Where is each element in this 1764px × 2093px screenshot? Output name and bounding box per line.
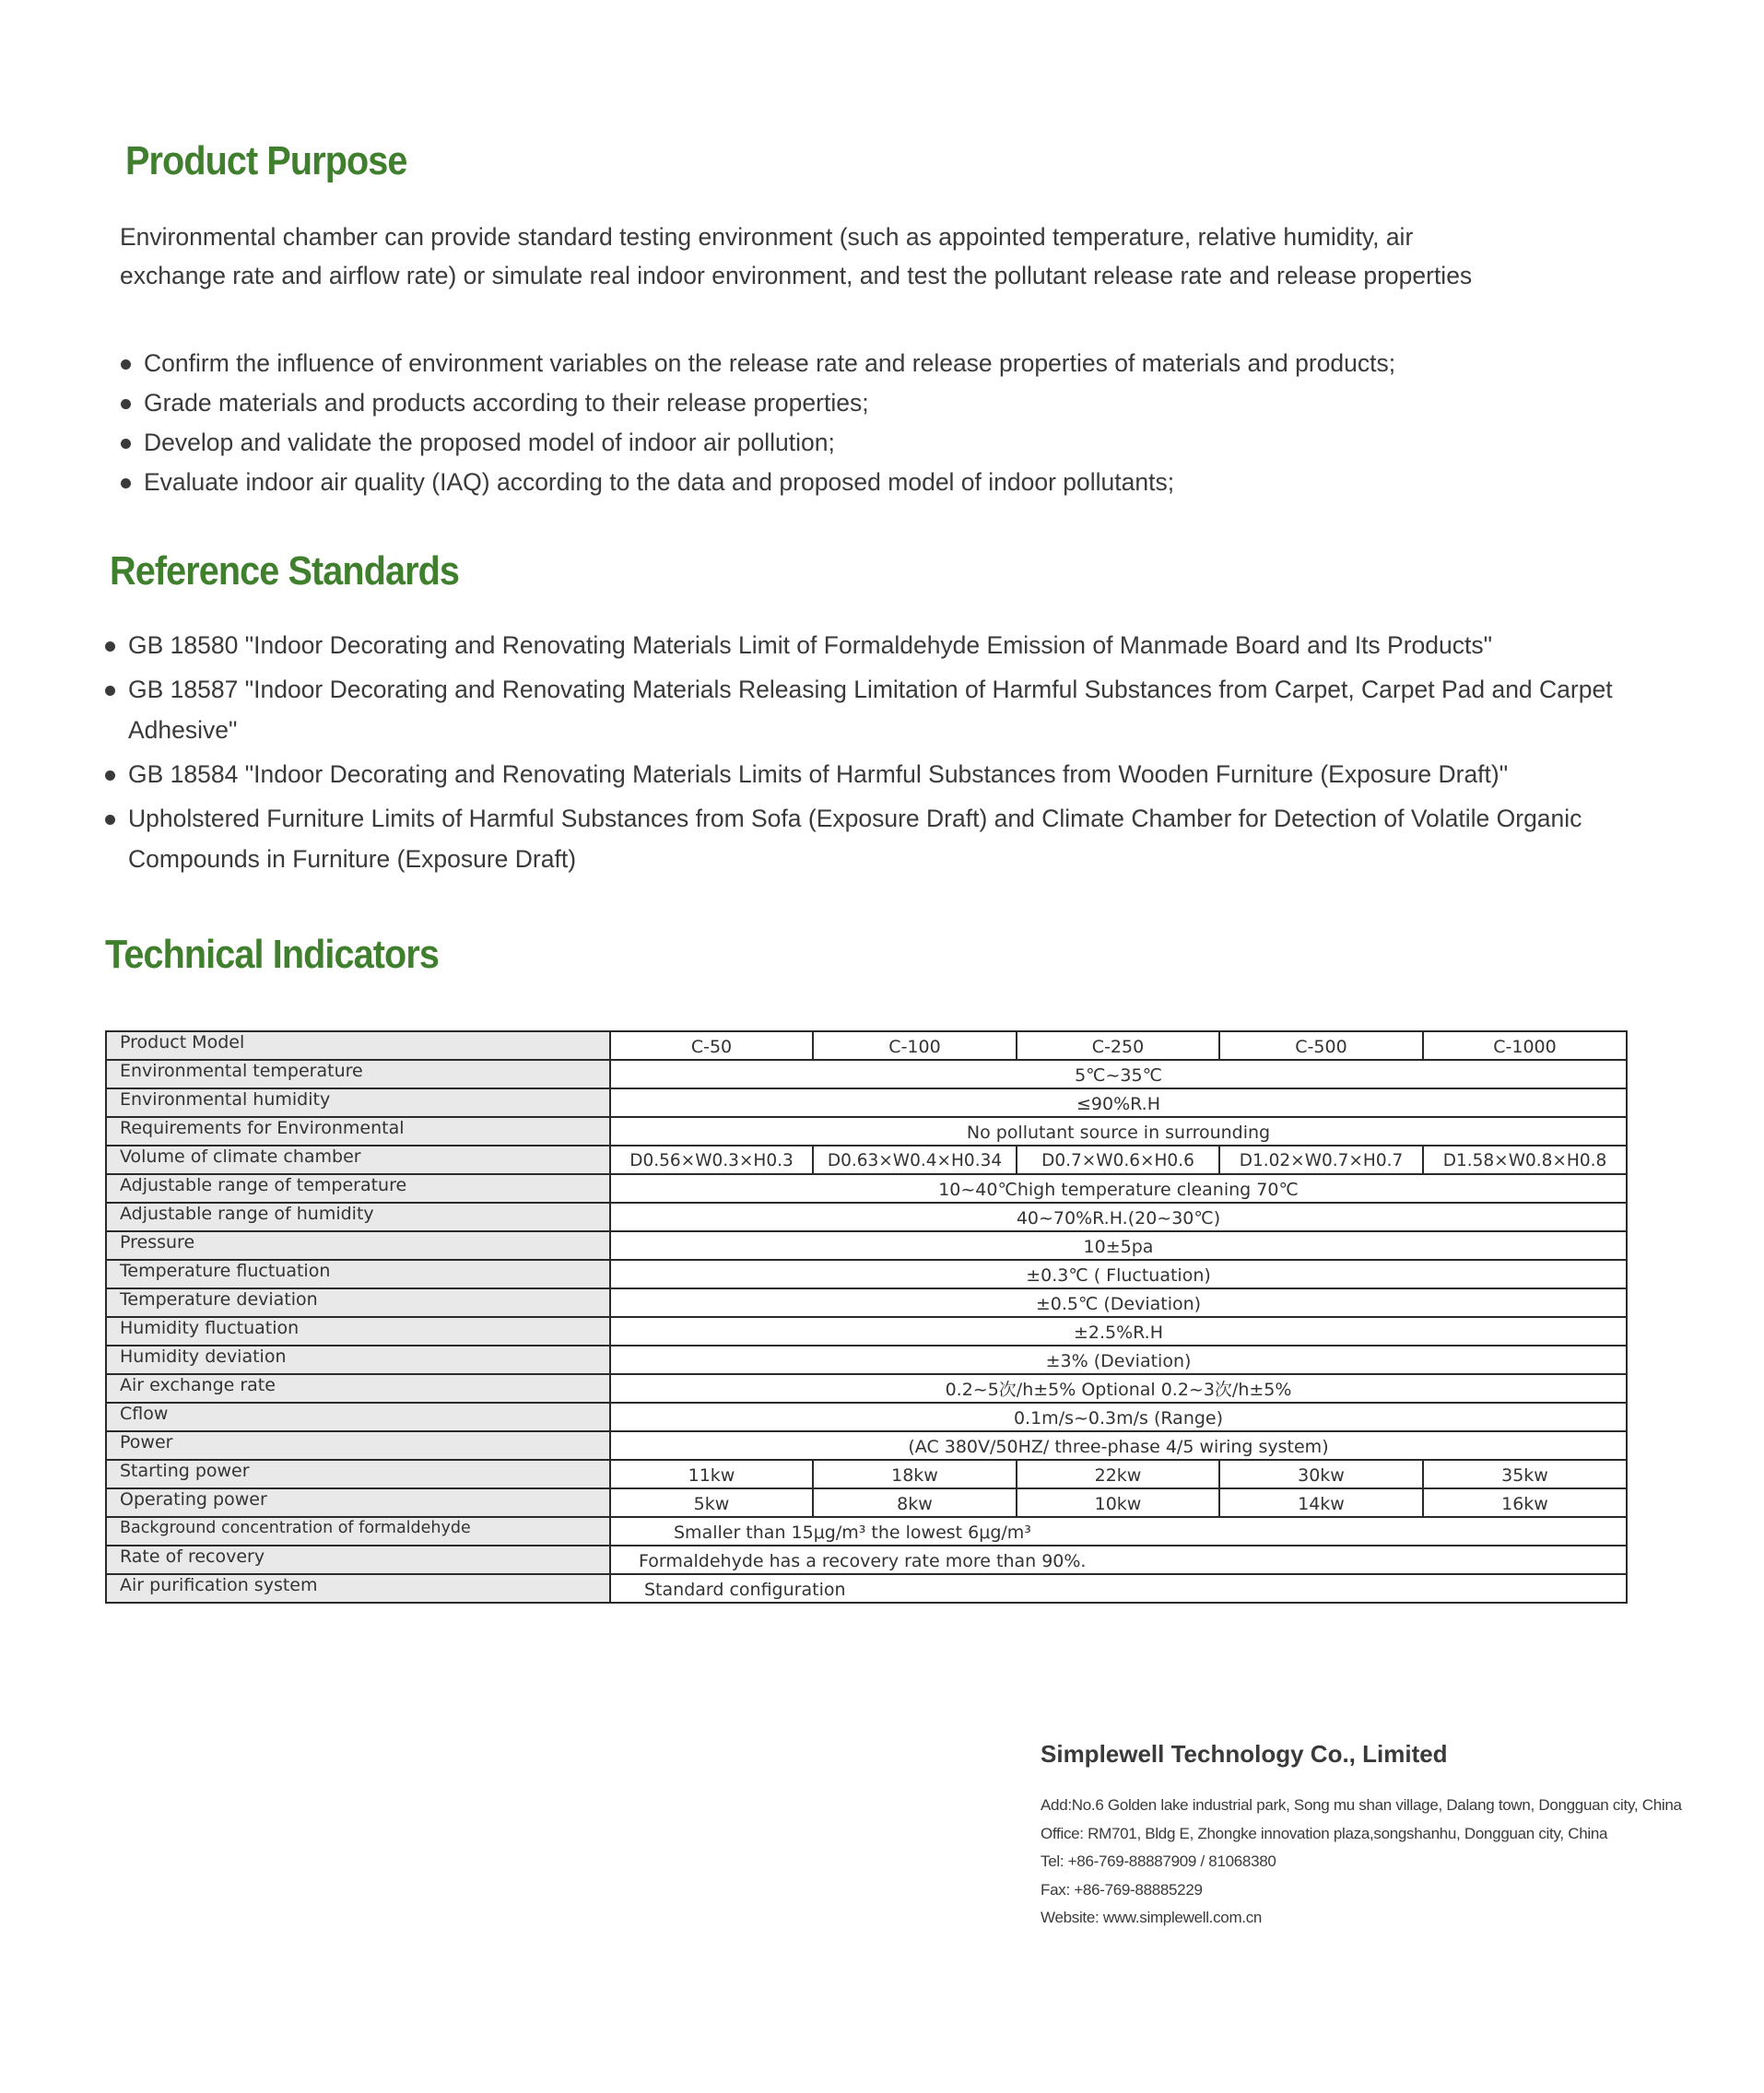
table-row [106, 1546, 1627, 1574]
product-purpose-paragraph [120, 218, 1472, 295]
row-value: 22kw [1017, 1460, 1219, 1488]
row-label: Product Model [106, 1031, 610, 1060]
row-value: 10~40℃high temperature cleaning 70℃ [610, 1174, 1627, 1203]
purpose-bullet-list [120, 344, 1395, 502]
company-address: Add:No.6 Golden lake industrial park, Song mu shan village, Dalang town, Dongguan city, China [1041, 1796, 1682, 1814]
reference-standards-heading: Reference Standards [110, 548, 460, 594]
product-purpose-heading: Product Purpose [125, 138, 407, 183]
row-value: 8kw [813, 1488, 1017, 1517]
row-value: D0.56×W0.3×H0.3 [610, 1146, 813, 1174]
row-label: Pressure [106, 1231, 610, 1260]
row-value: 14kw [1219, 1488, 1423, 1517]
row-label: Background concentration of formaldehyde [106, 1517, 610, 1546]
row-label: Adjustable range of humidity [106, 1203, 610, 1231]
model-cell: C-100 [813, 1031, 1017, 1060]
row-label: Rate of recovery [106, 1546, 610, 1574]
row-value: No pollutant source in surrounding [610, 1117, 1627, 1146]
row-value: D0.63×W0.4×H0.34 [813, 1146, 1017, 1174]
standard-text: Adhesive" [128, 716, 238, 744]
row-value: 18kw [813, 1460, 1017, 1488]
row-value: ±0.3℃ ( Fluctuation) [610, 1260, 1627, 1288]
row-label: Operating power [106, 1488, 610, 1517]
row-label: Volume of climate chamber [106, 1146, 610, 1174]
row-value: 5kw [610, 1488, 813, 1517]
row-value: ±2.5%R.H [610, 1317, 1627, 1346]
technical-indicators-table [105, 1030, 1628, 1604]
table-row [106, 1231, 1627, 1260]
row-value: 0.2~5次/h±5% Optional 0.2~3次/h±5% [610, 1374, 1627, 1403]
row-value: Formaldehyde has a recovery rate more than 90%. [610, 1546, 1627, 1574]
row-label: Temperature deviation [106, 1288, 610, 1317]
row-label: Environmental humidity [106, 1088, 610, 1117]
company-tel: Tel: +86-769-88887909 / 81068380 [1041, 1852, 1276, 1870]
paragraph-line: exchange rate and airflow rate) or simulate real indoor environment, and test the pollutant release rate and release properties [120, 262, 1473, 289]
table-row [106, 1146, 1627, 1174]
row-label: Humidity fluctuation [106, 1317, 610, 1346]
standard-text: Upholstered Furniture Limits of Harmful Substances from Sofa (Exposure Draft) and Climate Chamber for Detection of Volatile Organic [128, 805, 1582, 832]
standard-text: GB 18584 "Indoor Decorating and Renovating Materials Limits of Harmful Substances from Wooden Furniture (Exposure Draft)" [128, 760, 1509, 788]
company-contact-list [1041, 1792, 1682, 1933]
row-label: Temperature fluctuation [106, 1260, 610, 1288]
list-item [104, 754, 1613, 794]
table-row [106, 1203, 1627, 1231]
table-row [106, 1088, 1627, 1117]
table-row [106, 1346, 1627, 1374]
company-office: Office: RM701, Bldg E, Zhongke innovation plaza,songshanhu, Dongguan city, China [1041, 1824, 1608, 1842]
list-item: Evaluate indoor air quality (IAQ) according to the data and proposed model of indoor pollutants; [120, 463, 1395, 502]
row-value: (AC 380V/50HZ/ three-phase 4/5 wiring system) [610, 1431, 1627, 1460]
row-value: 16kw [1423, 1488, 1627, 1517]
model-cell: C-50 [610, 1031, 813, 1060]
row-value: Smaller than 15μg/m³ the lowest 6μg/m³ [610, 1517, 1627, 1546]
table-row [106, 1460, 1627, 1488]
table-row [106, 1403, 1627, 1431]
row-value: 0.1m/s~0.3m/s (Range) [610, 1403, 1627, 1431]
list-item: Confirm the influence of environment variables on the release rate and release properties of materials and products; [120, 344, 1395, 383]
row-value: D1.02×W0.7×H0.7 [1219, 1146, 1423, 1174]
standards-bullet-list [104, 625, 1613, 883]
row-label: Cflow [106, 1403, 610, 1431]
list-item [104, 669, 1613, 750]
table-row [106, 1317, 1627, 1346]
table-row [106, 1517, 1627, 1546]
row-label: Air purification system [106, 1574, 610, 1603]
standard-text: Compounds in Furniture (Exposure Draft) [128, 845, 577, 873]
table-row [106, 1260, 1627, 1288]
list-item [104, 625, 1613, 665]
paragraph-line: Environmental chamber can provide standard testing environment (such as appointed temperature, relative humidity, air [120, 223, 1414, 251]
table-row [106, 1031, 1627, 1060]
row-label: Air exchange rate [106, 1374, 610, 1403]
row-value: ±3% (Deviation) [610, 1346, 1627, 1374]
model-cell: C-500 [1219, 1031, 1423, 1060]
company-fax: Fax: +86-769-88885229 [1041, 1880, 1203, 1899]
row-label: Humidity deviation [106, 1346, 610, 1374]
row-value: ±0.5℃ (Deviation) [610, 1288, 1627, 1317]
row-value: D1.58×W0.8×H0.8 [1423, 1146, 1627, 1174]
row-value: 30kw [1219, 1460, 1423, 1488]
table-row [106, 1117, 1627, 1146]
row-label: Adjustable range of temperature [106, 1174, 610, 1203]
row-value: 5℃~35℃ [610, 1060, 1627, 1088]
table-row [106, 1574, 1627, 1603]
row-value: ≤90%R.H [610, 1088, 1627, 1117]
standard-text: GB 18580 "Indoor Decorating and Renovating Materials Limit of Formaldehyde Emission of Manmade Board and Its Products" [128, 631, 1493, 659]
company-website: Website: www.simplewell.com.cn [1041, 1909, 1263, 1926]
model-cell: C-1000 [1423, 1031, 1627, 1060]
row-label: Starting power [106, 1460, 610, 1488]
row-label: Environmental temperature [106, 1060, 610, 1088]
list-item: Develop and validate the proposed model of indoor air pollution; [120, 423, 1395, 463]
row-value: 10±5pa [610, 1231, 1627, 1260]
list-item: Grade materials and products according to their release properties; [120, 383, 1395, 423]
row-value: 11kw [610, 1460, 813, 1488]
model-cell: C-250 [1017, 1031, 1219, 1060]
table-row [106, 1288, 1627, 1317]
table-row [106, 1060, 1627, 1088]
row-value: D0.7×W0.6×H0.6 [1017, 1146, 1219, 1174]
technical-indicators-heading: Technical Indicators [105, 932, 439, 977]
table-row [106, 1488, 1627, 1517]
company-name: Simplewell Technology Co., Limited [1041, 1740, 1448, 1768]
row-value: 40~70%R.H.(20~30℃) [610, 1203, 1627, 1231]
row-value: 10kw [1017, 1488, 1219, 1517]
table-row [106, 1374, 1627, 1403]
table-row [106, 1431, 1627, 1460]
list-item [104, 798, 1613, 879]
row-label: Requirements for Environmental [106, 1117, 610, 1146]
row-value: 35kw [1423, 1460, 1627, 1488]
row-value: Standard configuration [610, 1574, 1627, 1603]
table-row [106, 1174, 1627, 1203]
standard-text: GB 18587 "Indoor Decorating and Renovating Materials Releasing Limitation of Harmful Substances from Carpet, Carpet Pad and Carpet [128, 676, 1613, 703]
row-label: Power [106, 1431, 610, 1460]
